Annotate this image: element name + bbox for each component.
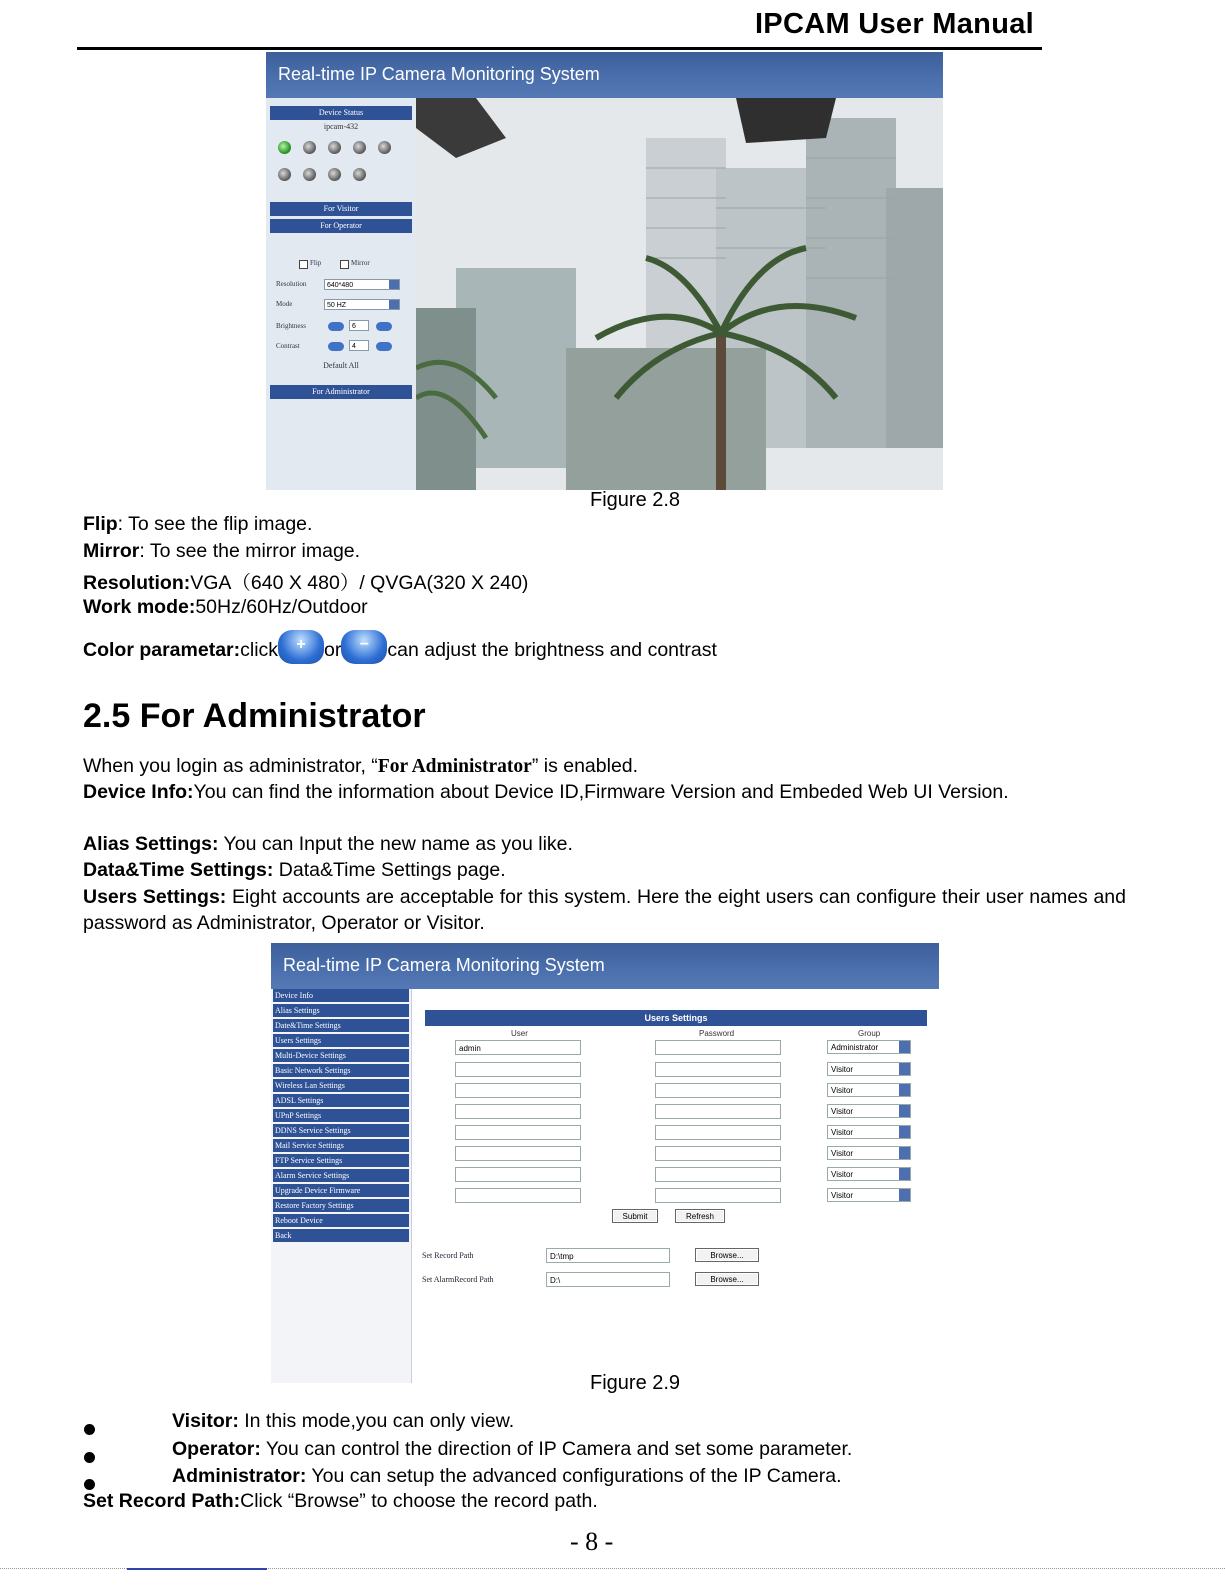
def-term: Resolution: (83, 572, 191, 594)
alias-paragraph (83, 833, 573, 856)
def-text: : To see the mirror image. (139, 540, 361, 562)
menu-item-ftp-service-settings[interactable]: FTP Service Settings (273, 1154, 409, 1167)
chevron-down-icon (899, 1041, 910, 1053)
def-text: or (324, 639, 342, 661)
device-status-bar: Device Status (270, 106, 412, 120)
def-mirror (83, 540, 360, 563)
group-select[interactable] (827, 1083, 911, 1097)
column-header-user: User (511, 1029, 528, 1038)
resolution-value: 640*480 (327, 282, 354, 289)
resolution-select[interactable] (324, 279, 400, 290)
brightness-decrease-button[interactable] (328, 322, 344, 331)
def-term: Users Settings: (83, 886, 227, 908)
menu-item-ddns-service-settings[interactable]: DDNS Service Settings (273, 1124, 409, 1137)
app-title-bar: Real-time IP Camera Monitoring System (271, 943, 939, 989)
status-led-icon (378, 141, 391, 154)
def-term: Device Info: (83, 781, 194, 803)
users-paragraph (83, 884, 1126, 936)
chevron-down-icon (899, 1084, 910, 1096)
user-input[interactable] (455, 1104, 581, 1119)
group-value: Visitor (831, 1107, 854, 1116)
bullet-desc: In this mode,you can only view. (238, 1410, 515, 1432)
contrast-value: 4 (349, 340, 369, 351)
password-input[interactable] (655, 1146, 781, 1161)
menu-item-wireless-lan-settings[interactable]: Wireless Lan Settings (273, 1079, 409, 1092)
chevron-down-icon (899, 1189, 910, 1201)
camera-sidebar (266, 98, 416, 490)
def-text: Click “Browse” to choose the record path. (240, 1490, 598, 1512)
intro-emphasis: For Administrator (377, 756, 532, 777)
group-select[interactable] (827, 1125, 911, 1139)
def-flip (83, 513, 312, 536)
bullet-term: Operator: (172, 1438, 261, 1460)
status-led-icon (328, 168, 341, 181)
bullet-icon (84, 1424, 95, 1435)
menu-item-upgrade-device-firmware[interactable]: Upgrade Device Firmware (273, 1184, 409, 1197)
chevron-down-icon (389, 280, 399, 289)
menu-item-reboot-device[interactable]: Reboot Device (273, 1214, 409, 1227)
brightness-label: Brightness (276, 322, 306, 330)
group-value: Visitor (831, 1170, 854, 1179)
bullet-visitor (172, 1410, 514, 1433)
chevron-down-icon (899, 1105, 910, 1117)
user-input[interactable] (455, 1083, 581, 1098)
figure-2-8-caption: Figure 2.8 (590, 489, 681, 511)
menu-item-adsl-settings[interactable]: ADSL Settings (273, 1094, 409, 1107)
def-text: click (240, 639, 279, 661)
user-input[interactable] (455, 1146, 581, 1161)
def-text: : To see the flip image. (117, 513, 313, 535)
user-input[interactable] (455, 1188, 581, 1203)
figure-2-9-screenshot (271, 943, 939, 1383)
menu-item-device-info[interactable]: Device Info (273, 989, 409, 1002)
menu-item-alarm-service-settings[interactable]: Alarm Service Settings (273, 1169, 409, 1182)
document-header-title: IPCAM User Manual (754, 8, 1034, 40)
page-number: - 8 - (570, 1527, 614, 1556)
group-select[interactable] (827, 1146, 911, 1160)
chevron-down-icon (899, 1147, 910, 1159)
alarm-record-path-input[interactable]: D:\ (546, 1272, 670, 1287)
status-led-icon (303, 141, 316, 154)
def-text: can adjust the brightness and contrast (387, 639, 717, 661)
device-info-paragraph (83, 779, 1126, 805)
def-text: Data&Time Settings page. (273, 859, 506, 881)
camera-scene-image (416, 98, 943, 490)
def-term: Color parametar: (83, 639, 241, 661)
for-administrator-button[interactable]: For Administrator (270, 385, 412, 399)
group-value: Visitor (831, 1149, 854, 1158)
bullet-desc: You can setup the advanced configurations of the IP Camera. (306, 1465, 842, 1487)
user-input[interactable]: admin (455, 1040, 581, 1055)
submit-button[interactable]: Submit (612, 1209, 658, 1223)
def-text: Eight accounts are acceptable for this system. Here the eight users can configure their user names and password as Administrator, Operator or Visitor. (83, 886, 1127, 934)
users-settings-title: Users Settings (425, 1010, 927, 1026)
browse-alarm-path-button[interactable]: Browse... (695, 1272, 759, 1286)
camera-video-feed (416, 98, 943, 490)
record-path-paragraph (83, 1490, 598, 1513)
bullet-administrator (172, 1465, 842, 1488)
def-color (83, 630, 717, 664)
column-header-password: Password (699, 1029, 735, 1038)
group-select[interactable] (827, 1040, 911, 1054)
brightness-value: 6 (349, 320, 369, 331)
password-input[interactable] (655, 1104, 781, 1119)
status-led-icon (278, 168, 291, 181)
figure-2-9-caption: Figure 2.9 (590, 1372, 681, 1394)
refresh-button[interactable]: Refresh (675, 1209, 725, 1223)
def-work-mode (83, 596, 368, 619)
flip-label: Flip (310, 259, 322, 267)
def-term: Mirror (83, 540, 140, 562)
def-text: VGA（640 X 480）/ QVGA(320 X 240) (190, 572, 529, 594)
def-term: Alias Settings: (83, 833, 219, 855)
intro-paragraph: When you login as administrator, “For Administrator” is enabled. (83, 755, 639, 777)
chevron-down-icon (899, 1063, 910, 1075)
def-term: Work mode: (83, 596, 196, 618)
user-input[interactable] (455, 1062, 581, 1077)
group-select[interactable] (827, 1104, 911, 1118)
mode-label: Mode (276, 300, 293, 308)
def-text: 50Hz/60Hz/Outdoor (195, 596, 368, 618)
menu-item-date-time-settings[interactable]: Date&Time Settings (273, 1019, 409, 1032)
def-term: Flip (83, 513, 118, 535)
contrast-decrease-button[interactable] (328, 342, 344, 351)
def-text: You can find the information about Device ID,Firmware Version and Embeded Web UI Version. (193, 781, 1009, 803)
group-value: Administrator (831, 1043, 879, 1052)
group-value: Visitor (831, 1128, 854, 1137)
user-input[interactable] (455, 1125, 581, 1140)
def-term: Data&Time Settings: (83, 859, 274, 881)
bullet-icon (84, 1452, 95, 1463)
chevron-down-icon (899, 1168, 910, 1180)
status-led-icon (278, 141, 291, 154)
for-visitor-button[interactable]: For Visitor (270, 202, 412, 216)
password-input[interactable] (655, 1062, 781, 1077)
def-resolution (83, 567, 528, 595)
password-input[interactable] (655, 1167, 781, 1182)
mode-select[interactable] (324, 299, 400, 310)
menu-item-upnp-settings[interactable]: UPnP Settings (273, 1109, 409, 1122)
contrast-increase-button[interactable] (376, 342, 392, 351)
resolution-label: Resolution (276, 280, 307, 288)
alarm-record-path-label: Set AlarmRecord Path (422, 1275, 494, 1284)
mirror-label: Mirror (351, 259, 370, 267)
header-rule (77, 47, 1042, 50)
datetime-paragraph (83, 859, 506, 882)
bullet-term: Administrator: (172, 1465, 307, 1487)
flip-checkbox[interactable] (299, 260, 308, 269)
menu-item-mail-service-settings[interactable]: Mail Service Settings (273, 1139, 409, 1152)
menu-item-alias-settings[interactable]: Alias Settings (273, 1004, 409, 1017)
group-select[interactable] (827, 1188, 911, 1202)
admin-sidebar-menu (271, 989, 412, 1383)
figure-2-8-screenshot (266, 52, 943, 490)
user-input[interactable] (455, 1167, 581, 1182)
record-path-input[interactable]: D:\tmp (546, 1248, 670, 1263)
record-path-label: Set Record Path (422, 1251, 474, 1260)
status-led-icon (303, 168, 316, 181)
group-value: Visitor (831, 1191, 854, 1200)
bullet-desc: You can control the direction of IP Camera and set some parameter. (260, 1438, 853, 1460)
for-operator-button[interactable]: For Operator (270, 219, 412, 233)
menu-item-basic-network-settings[interactable]: Basic Network Settings (273, 1064, 409, 1077)
bullet-operator (172, 1438, 852, 1461)
section-heading: 2.5 For Administrator (83, 697, 426, 735)
group-value: Visitor (831, 1065, 854, 1074)
password-input[interactable] (655, 1040, 781, 1055)
group-value: Visitor (831, 1086, 854, 1095)
mode-value: 50 HZ (327, 302, 347, 309)
group-select[interactable] (827, 1062, 911, 1076)
mirror-checkbox[interactable] (340, 260, 349, 269)
password-input[interactable] (655, 1125, 781, 1140)
def-text: You can Input the new name as you like. (218, 833, 573, 855)
password-input[interactable] (655, 1188, 781, 1203)
footer-accent-rule (127, 1568, 267, 1570)
column-header-group: Group (858, 1029, 881, 1038)
chevron-down-icon (899, 1126, 910, 1138)
app-title-bar: Real-time IP Camera Monitoring System (266, 52, 943, 98)
minus-button-icon: − (341, 630, 387, 664)
def-term: Set Record Path: (83, 1490, 241, 1512)
menu-item-restore-factory-settings[interactable]: Restore Factory Settings (273, 1199, 409, 1212)
menu-item-users-settings[interactable]: Users Settings (273, 1034, 409, 1047)
chevron-down-icon (389, 300, 399, 309)
brightness-increase-button[interactable] (376, 322, 392, 331)
status-led-icon (353, 141, 366, 154)
plus-button-icon: + (278, 630, 324, 664)
bullet-term: Visitor: (172, 1410, 239, 1432)
menu-item-back[interactable]: Back (273, 1229, 409, 1242)
status-led-icon (328, 141, 341, 154)
menu-item-multi-device-settings[interactable]: Multi-Device Settings (273, 1049, 409, 1062)
group-select[interactable] (827, 1167, 911, 1181)
device-name: ipcam-432 (323, 122, 359, 131)
browse-record-path-button[interactable]: Browse... (695, 1248, 759, 1262)
password-input[interactable] (655, 1083, 781, 1098)
status-led-icon (353, 168, 366, 181)
default-all-link[interactable]: Default All (323, 361, 359, 370)
contrast-label: Contrast (276, 342, 300, 350)
bullet-icon (84, 1479, 95, 1490)
